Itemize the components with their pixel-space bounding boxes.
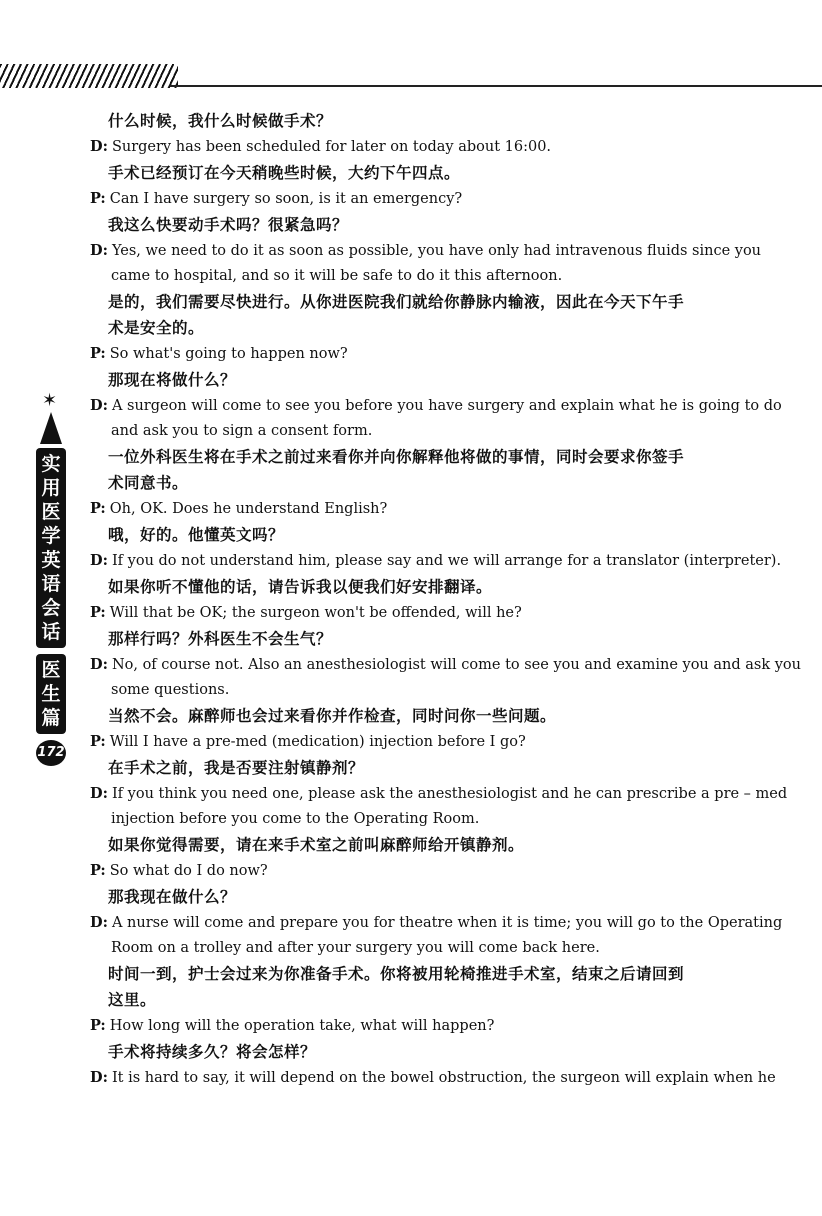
english-continuation-line: [90, 936, 740, 961]
english-dialogue-line: [90, 652, 801, 678]
book-title-char: 医: [41, 501, 61, 523]
english-text: Yes, we need to do it as soon as possible, you have only had intravenous fluids since you: [111, 243, 762, 259]
chinese-translation-line: 那现在将做什么？: [108, 371, 237, 389]
english-text: came to hospital, and so it will be safe to do it this afternoon.: [111, 268, 563, 284]
speaker-label: P:: [90, 500, 106, 517]
chinese-translation-line: 在手术之前，我是否要注射镇静剂？: [108, 759, 365, 777]
english-text: It is hard to say, it will depend on the bowel obstruction, the surgeon will explain when he: [111, 1070, 776, 1086]
book-title-char: 话: [41, 621, 61, 643]
chinese-translation-line: 一位外科医生将在手术之前过来看你并向你解释他将做的事情，同时会要求你签手: [108, 448, 685, 466]
side-tab: [36, 392, 66, 766]
english-text: Will that be OK; the surgeon won't be offended, will he?: [109, 605, 522, 621]
speaker-label: P:: [90, 604, 106, 621]
chinese-translation-line: 术同意书。: [108, 474, 189, 492]
chinese-translation-line: 这里。: [108, 991, 157, 1009]
chinese-translation-line: 时间一到，护士会过来为你准备手术。你将被用轮椅推进手术室，结束之后请回到: [108, 965, 685, 983]
speaker-label: D:: [90, 242, 108, 259]
english-text: Can I have surgery so soon, is it an emergency?: [109, 191, 463, 207]
chinese-translation-line: 手术已经预订在今天稍晚些时候，大约下午四点。: [108, 164, 461, 182]
english-text: So what's going to happen now?: [109, 346, 348, 362]
english-dialogue-line: [90, 858, 740, 884]
chinese-translation-line: 什么时候，我什么时候做手术？: [108, 112, 333, 130]
chinese-translation-line: 如果你听不懂他的话，请告诉我以便我们好安排翻译。: [108, 578, 493, 596]
dialogue-body: [90, 108, 801, 1091]
section-title-char: 医: [41, 659, 61, 681]
english-text: So what do I do now?: [109, 863, 268, 879]
english-text: and ask you to sign a consent form.: [111, 423, 373, 439]
arrow-up-icon: [40, 412, 62, 444]
chinese-translation-line: 我这么快要动手术吗？很紧急吗？: [108, 216, 349, 234]
english-dialogue-line: [90, 548, 782, 574]
english-text: Surgery has been scheduled for later on today about 16:00.: [111, 139, 552, 155]
english-dialogue-line: [90, 341, 740, 367]
english-dialogue-line: [90, 600, 740, 626]
english-text: No, of course not. Also an anesthesiologist will come to see you and examine you and ask you: [111, 657, 801, 673]
section-title: [36, 654, 66, 734]
english-text: injection before you come to the Operating Room.: [111, 811, 480, 827]
book-title-char: 实: [41, 453, 61, 475]
english-continuation-line: [90, 678, 740, 703]
header-rule: [170, 85, 822, 87]
speaker-label: P:: [90, 345, 106, 362]
english-continuation-line: [90, 807, 740, 832]
book-title-char: 语: [41, 573, 61, 595]
book-title-char: 英: [41, 549, 61, 571]
english-dialogue-line: [90, 1065, 776, 1091]
page-number: 172: [36, 740, 66, 766]
chinese-translation-line: 如果你觉得需要，请在来手术室之前叫麻醉师给开镇静剂。: [108, 836, 525, 854]
english-continuation-line: [90, 264, 740, 289]
english-dialogue-line: [90, 186, 740, 212]
english-dialogue-line: [90, 1013, 740, 1039]
english-dialogue-line: [90, 781, 788, 807]
english-text: Oh, OK. Does he understand English?: [109, 501, 388, 517]
chinese-translation-line: 当然不会。麻醉师也会过来看你并作检查，同时问你一些问题。: [108, 707, 557, 725]
book-title: [36, 448, 66, 648]
chinese-translation-line: 哦，好的。他懂英文吗？: [108, 526, 285, 544]
english-continuation-line: [90, 419, 740, 444]
speaker-label: P:: [90, 862, 106, 879]
header-hatch-band: [0, 64, 178, 88]
section-title-char: 生: [41, 683, 61, 705]
speaker-label: D:: [90, 656, 108, 673]
english-dialogue-line: [90, 134, 740, 160]
english-text: A nurse will come and prepare you for theatre when it is time; you will go to the Operating: [111, 915, 783, 931]
english-dialogue-line: [90, 238, 762, 264]
speaker-label: P:: [90, 1017, 106, 1034]
english-text: If you think you need one, please ask the anesthesiologist and he can prescribe a pre – med: [111, 786, 788, 802]
english-text: Will I have a pre-med (medication) injection before I go?: [109, 734, 526, 750]
speaker-label: D:: [90, 552, 108, 569]
speaker-label: D:: [90, 1069, 108, 1086]
english-text: Room on a trolley and after your surgery you will come back here.: [111, 940, 600, 956]
speaker-label: D:: [90, 397, 108, 414]
english-dialogue-line: [90, 729, 740, 755]
book-title-char: 会: [41, 597, 61, 619]
book-title-char: 学: [41, 525, 61, 547]
speaker-label: D:: [90, 138, 108, 155]
english-dialogue-line: [90, 496, 740, 522]
english-dialogue-line: [90, 910, 783, 936]
speaker-label: P:: [90, 190, 106, 207]
chinese-translation-line: 术是安全的。: [108, 319, 205, 337]
section-title-char: 篇: [41, 707, 61, 729]
sparkle-icon: ✶: [42, 390, 58, 411]
english-text: some questions.: [111, 682, 230, 698]
english-text: How long will the operation take, what will happen?: [109, 1018, 495, 1034]
chinese-translation-line: 那我现在做什么？: [108, 888, 237, 906]
chinese-translation-line: 那样行吗？外科医生不会生气？: [108, 630, 333, 648]
speaker-label: D:: [90, 914, 108, 931]
chinese-translation-line: 是的，我们需要尽快进行。从你进医院我们就给你静脉内输液，因此在今天下午手: [108, 293, 685, 311]
chinese-translation-line: 手术将持续多久？将会怎样？: [108, 1043, 317, 1061]
speaker-label: D:: [90, 785, 108, 802]
book-title-char: 用: [41, 477, 61, 499]
english-dialogue-line: [90, 393, 782, 419]
speaker-label: P:: [90, 733, 106, 750]
english-text: A surgeon will come to see you before you have surgery and explain what he is going to do: [111, 398, 782, 414]
english-text: If you do not understand him, please say and we will arrange for a translator (interpreter).: [111, 553, 782, 569]
